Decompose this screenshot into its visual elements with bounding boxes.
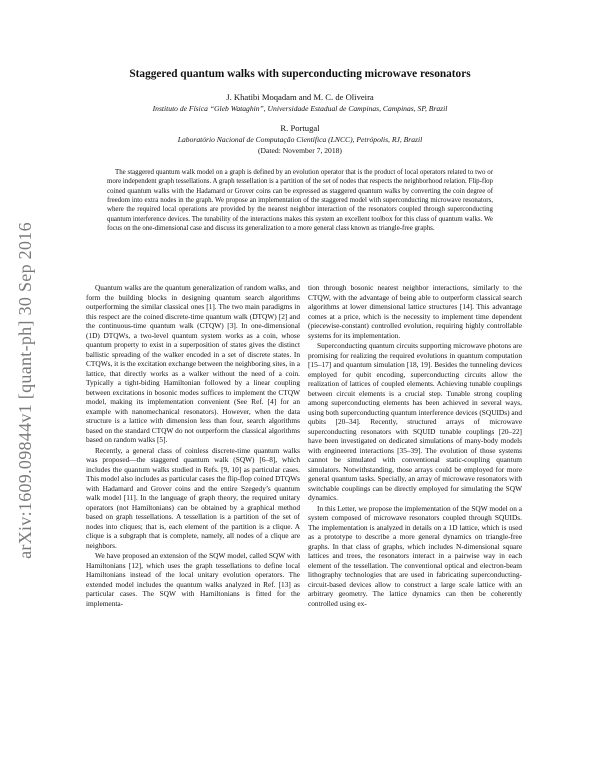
abstract <box>107 168 493 233</box>
paragraph: We have proposed an extension of the SQW model, called SQW with Hamiltonians [12], which uses the graph tessellations to define local Hamiltonians instead of the local unitary evolution operators. The extended model includes the quantum walks analyzed in Ref. [13] as particular cases. The SQW with Hamiltonians is fitted for the implementa- <box>86 551 300 608</box>
paper-title: Staggered quantum walks with superconducting microwave resonators <box>129 68 471 80</box>
authors-group-2: R. Portugal <box>280 123 320 133</box>
authors-group-1: J. Khatibi Moqadam and M. C. de Oliveira <box>226 92 374 102</box>
abstract-text: The staggered quantum walk model on a graph is defined by an evolution operator that is the product of local operators related to two or more independent graph tessellations. A graph tessellation is a partition of the set of nodes that respects the neighborhood relation. Flip-flop coined quantum walks with the Hadamard or Grover coins can be expressed as staggered quantum walks by converting the coin degree of freedom into extra nodes in the graph. We propose an implementation of the staggered model with superconducting microwave resonators, where the required local operations are provided by the nearest neighbor interaction of the resonators coupled through superconducting quantum interference devices. The tunability of the interactions makes this system an excellent toolbox for this class of quantum walks. We focus on the one-dimensional case and discuss its generalization to a more general class known as triangle-free graphs. <box>107 169 493 233</box>
paragraph: Recently, a general class of coinless discrete-time quantum walks was proposed—the staggered quantum walk (SQW) [6–8], which includes the quantum walks studied in Refs. [9, 10] as particular cases. This model also includes as particular cases the flip-flop coined DTQWs with Hadamard and Grover coins and the entire Szegedy’s quantum walk model [11]. In the language of graph theory, the required unitary operators (not Hamiltonians) can be obtained by a graphical method based on graph tessellations. A tessellation is a partition of the set of nodes into cliques; that is, each element of the partition is a clique. A clique is a subgraph that is complete, namely, all nodes of a clique are neighbors. <box>86 445 300 550</box>
paragraph: Quantum walks are the quantum generalization of random walks, and form the building blocks in designing quantum search algorithms outperforming the similar classical ones [1]. The two main paradigms in this respect are the coined discrete-time quantum walk (DTQW) [2] and the continuous-time quantum walk (CTQW) [3]. In one-dimensional (1D) DTQWs, a two-level quantum system works as a coin, whose quantum property to exist in a superposition of states gives the distinct ballistic spreading of the walker encoded in a set of discrete states. In CTQWs, it is the excitation exchange between the neighboring sites, in a lattice, that directly works as a walker without the need of a coin. Typically a tight-biding Hamiltonian followed by a linear coupling between excitations in bosonic modes suffices to implement the CTQW model, making its implementation convenient (See Ref. [4] for an example with nanomechanical resonators). However, when the data structure is a lattice with dimension less than four, search algorithms based on the standard CTQW do not outperform the classical algorithms based on random walks [5]. <box>86 283 300 444</box>
affiliation-2: Laboratório Nacional de Computação Científica (LNCC), Petrópolis, RJ, Brazil <box>177 135 423 144</box>
date-line: (Dated: November 7, 2018) <box>258 146 342 155</box>
affiliation-1: Instituto de Física “Gleb Wataghin”, Universidade Estadual de Campinas, Campinas, SP, Brazil <box>152 104 448 113</box>
arxiv-identifier-text: arXiv:1609.09844v1 [quant-ph] 30 Sep 2016 <box>14 221 35 559</box>
arxiv-identifier <box>14 190 36 590</box>
left-column <box>86 283 300 609</box>
paper-header <box>70 68 530 155</box>
paragraph: In this Letter, we propose the implementation of the SQW model on a system composed of microwave resonators coupled through SQUIDs. The implementation is analyzed in details on a 1D lattice, which is used as a prototype to describe a more general dynamics on triangle-free graphs. In that class of graphs, which includes N-dimensional square lattices and trees, the resonators interact in a pairwise way in each element of the tessellation. The conventional optical and electron-beam lithography technologies that are used in fabricating superconducting-circuit-based devices allow to construct a large scale lattice with an arbitrary geometry. The lattice dynamics can then be coherently controlled using ex- <box>308 503 522 608</box>
paragraph: tion through bosonic nearest neighbor interactions, similarly to the CTQW, with the advantage of being able to outperform classical search algorithms at lower dimensional lattice structures [14]. This advantage comes at a price, which is the necessity to implement time dependent (piecewise-constant) controlled evolution, requiring highly controllable systems for its implementation. <box>308 283 522 340</box>
right-column <box>308 283 522 609</box>
paragraph: Superconducting quantum circuits supporting microwave photons are promising for realizing the required evolutions in quantum computation [15–17] and quantum simulation [18, 19]. Besides the tunneling devices employed for qubit encoding, superconducting circuits allow the realization of lattices of coupled elements. Achieving tunable couplings between circuit elements is a crucial step. Tunable strong coupling among superconducting elements has been achieved in several ways, using both superconducting quantum interference devices (SQUIDs) and qubits [20–34]. Recently, structured arrays of microwave superconducting resonators with SQUID tunable couplings [20–22] have been investigated on dedicated simulations of many-body models with engineered interactions [35–39]. The evolution of those systems cannot be simulated with conventional static-coupling quantum simulators. Notwithstanding, those arrays could be employed for more general quantum tasks. Specially, an array of microwave resonators with switchable couplings can be directly employed for simulating the SQW dynamics. <box>308 341 522 502</box>
